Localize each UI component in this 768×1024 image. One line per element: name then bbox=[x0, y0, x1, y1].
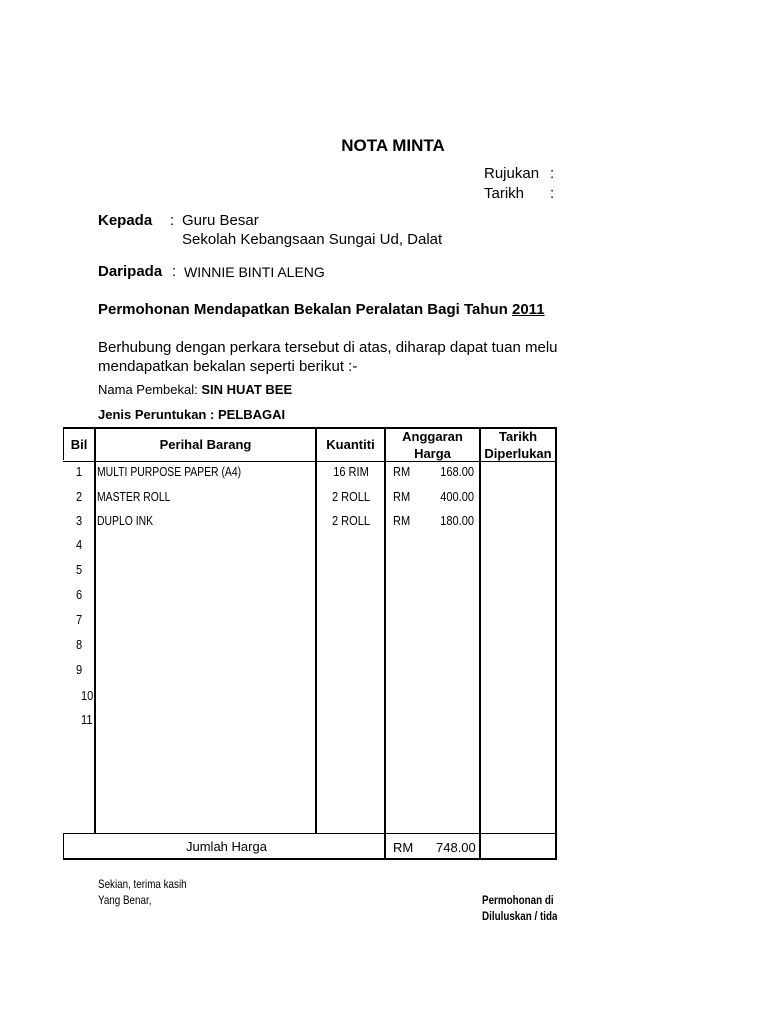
document-title: NOTA MINTA bbox=[341, 136, 445, 155]
row-qty: 2 ROLL bbox=[331, 489, 371, 504]
subject-year: 2011 bbox=[512, 301, 545, 318]
closing-line-2: Yang Benar, bbox=[98, 893, 152, 907]
subject-line bbox=[98, 301, 545, 318]
subject-text: Permohonan Mendapatkan Bekalan Peralatan Bagi Tahun bbox=[98, 301, 508, 318]
row-item: MASTER ROLL bbox=[97, 489, 171, 504]
col-divider-perihal bbox=[315, 427, 317, 834]
row-bil: 9 bbox=[76, 662, 83, 677]
rujukan-label: Rujukan bbox=[484, 165, 540, 182]
table-body-bottom-border bbox=[63, 833, 557, 834]
col-divider-bil bbox=[94, 427, 96, 834]
kepada-recipient: Guru Besar bbox=[182, 212, 259, 229]
row-bil: 1 bbox=[76, 464, 83, 479]
header-perihal: Perihal Barang bbox=[159, 437, 252, 452]
row-amount: 180.00 bbox=[440, 513, 474, 528]
row-bil: 7 bbox=[76, 612, 83, 627]
supplier-line bbox=[98, 382, 292, 397]
col-divider-kuantiti bbox=[384, 427, 386, 859]
header-anggaran bbox=[386, 428, 479, 462]
table-left-border-total bbox=[63, 833, 64, 859]
supplier-label: Nama Pembekal: bbox=[98, 382, 198, 397]
row-currency: RM bbox=[393, 513, 411, 528]
kepada-colon: : bbox=[170, 212, 175, 229]
total-amount: 748.00 bbox=[436, 840, 476, 855]
col-divider-tarikh bbox=[555, 427, 557, 859]
row-bil: 6 bbox=[76, 587, 83, 602]
row-bil: 11 bbox=[81, 712, 93, 727]
supplier-value: SIN HUAT BEE bbox=[201, 382, 293, 397]
header-bil: Bil bbox=[70, 437, 88, 452]
total-currency: RM bbox=[393, 840, 414, 855]
jenis-line bbox=[98, 407, 285, 422]
jenis-label: Jenis Peruntukan : bbox=[98, 407, 215, 422]
total-label: Jumlah Harga bbox=[186, 839, 267, 854]
col-divider-anggaran bbox=[479, 427, 481, 859]
tarikh-label: Tarikh bbox=[484, 185, 525, 202]
approval-line-1: Permohonan di bbox=[482, 893, 554, 907]
table-bottom-border bbox=[63, 858, 557, 860]
header-anggaran-line2: Harga bbox=[414, 446, 451, 461]
row-currency: RM bbox=[393, 464, 411, 479]
header-tarikh-line2: Diperlukan bbox=[484, 446, 552, 461]
approval-line-2: Diluluskan / tida bbox=[482, 909, 557, 923]
jenis-value: PELBAGAI bbox=[217, 407, 286, 422]
row-bil: 4 bbox=[76, 537, 83, 552]
daripada-value: WINNIE BINTI ALENG bbox=[184, 264, 325, 280]
daripada-label: Daripada bbox=[98, 263, 163, 280]
header-tarikh bbox=[481, 428, 555, 462]
row-amount: 400.00 bbox=[440, 489, 474, 504]
kepada-school: Sekolah Kebangsaan Sungai Ud, Dalat bbox=[182, 231, 443, 248]
header-tarikh-line1: Tarikh bbox=[498, 429, 538, 444]
daripada-colon: : bbox=[172, 263, 177, 280]
row-bil: 5 bbox=[76, 562, 83, 577]
row-bil: 3 bbox=[76, 513, 83, 528]
rujukan-colon: : bbox=[550, 165, 555, 182]
body-line-1: Berhubung dengan perkara tersebut di atas, diharap dapat tuan melu bbox=[98, 339, 557, 356]
row-qty: 2 ROLL bbox=[331, 513, 371, 528]
header-anggaran-line1: Anggaran bbox=[402, 429, 463, 444]
row-item: DUPLO INK bbox=[97, 513, 154, 528]
kepada-label: Kepada bbox=[98, 212, 153, 229]
row-bil: 10 bbox=[81, 688, 94, 703]
row-item: MULTI PURPOSE PAPER (A4) bbox=[97, 464, 242, 479]
row-bil: 2 bbox=[76, 489, 83, 504]
body-line-2: mendapatkan bekalan seperti berikut :- bbox=[98, 358, 358, 375]
tarikh-colon: : bbox=[550, 185, 555, 202]
row-currency: RM bbox=[393, 489, 411, 504]
row-qty: 16 RIM bbox=[333, 464, 369, 479]
closing-line-1: Sekian, terima kasih bbox=[98, 877, 187, 891]
row-bil: 8 bbox=[76, 637, 83, 652]
row-amount: 168.00 bbox=[440, 464, 474, 479]
header-kuantiti: Kuantiti bbox=[326, 437, 375, 452]
